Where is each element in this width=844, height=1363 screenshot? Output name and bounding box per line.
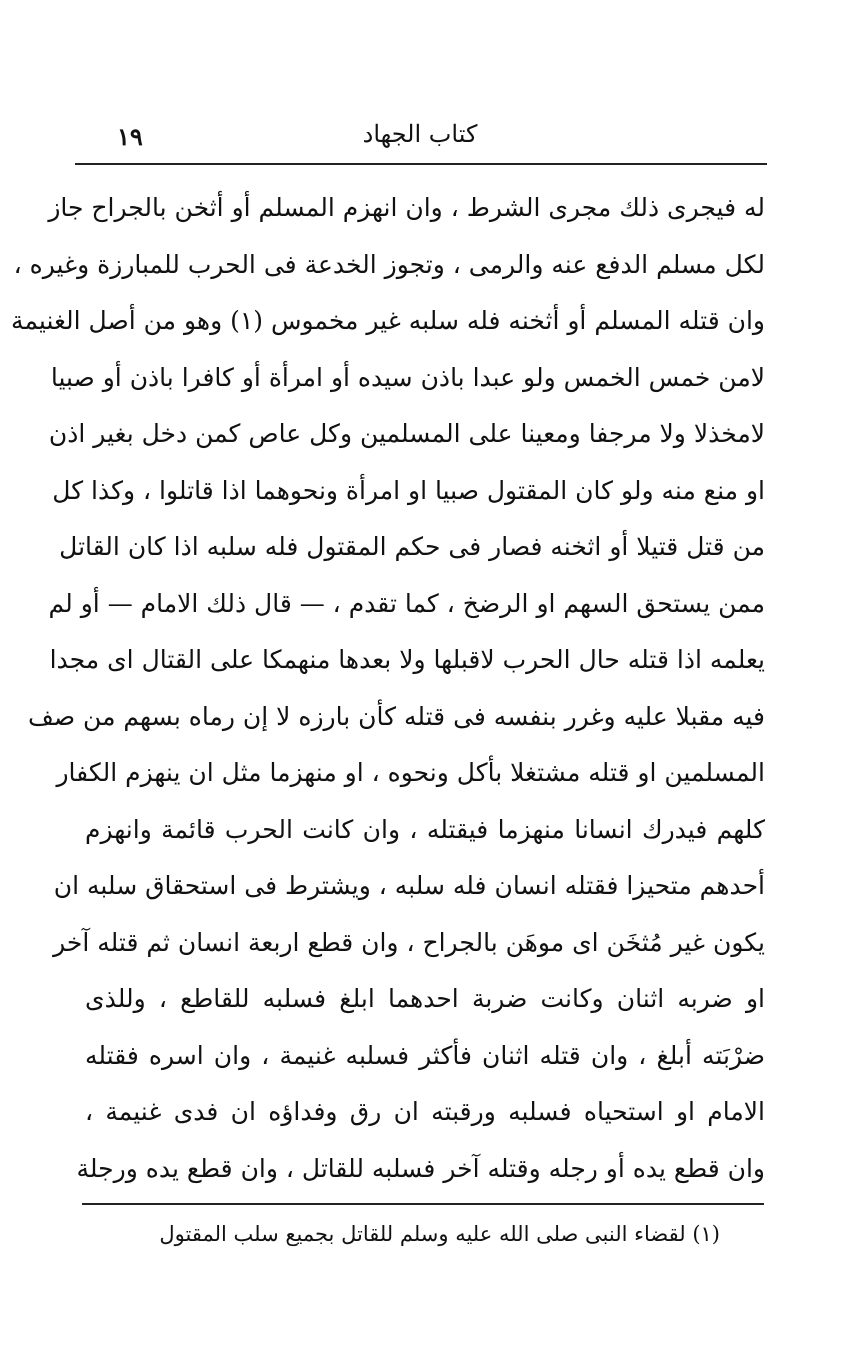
text-line: المسلمين او قتله مشتغلا بأكل ونحوه ، او منهزما مثل ان ينهزم الكفار: [56, 758, 765, 787]
text-line: كلهم فيدرك انسانا منهزما فيقتله ، وان كانت الحرب قائمة وانهزم: [85, 814, 765, 844]
page-number: ١٩: [117, 122, 143, 151]
book-title: كتاب الجهاد: [362, 120, 478, 148]
text-line: لامخذلا ولا مرجفا ومعينا على المسلمين وكل عاص كمن دخل بغير اذن: [48, 419, 765, 448]
page-header: [75, 118, 765, 160]
footnote-divider: [82, 1203, 764, 1205]
text-line: من قتل قتيلا أو اثخنه فصار فى حكم المقتول فله سلبه اذا كان القاتل: [59, 532, 765, 561]
text-line: فيه مقبلا عليه وغرر بنفسه فى قتله كأن بارزه لا إن رماه بسهم من صف: [27, 701, 765, 731]
text-line: الامام او استحياه فسلبه ورقبته ان رق وفداؤه ان فدى غنيمة ،: [85, 1097, 765, 1126]
text-line: لكل مسلم الدفع عنه والرمى ، وتجوز الخدعة فى الحرب للمبارزة وغيره ،: [13, 249, 765, 279]
text-line: ضرْبَته أبلغ ، وان قتله اثنان فأكثر فسلبه غنيمة ، وان اسره فقتله: [85, 1040, 765, 1070]
header-divider: [75, 163, 767, 165]
text-line: وان قطع يده أو رجله وقتله آخر فسلبه للقاتل ، وان قطع يده ورجلة: [76, 1153, 765, 1183]
text-line: وان قتله المسلم أو أثخنه فله سلبه غير مخموس (١) وهو من أصل الغنيمة: [11, 306, 765, 335]
footnote: (١) لقضاء النبى صلى الله عليه وسلم للقاتل بجميع سلب المقتول: [159, 1222, 720, 1246]
text-line: يكون غير مُثخَن اى موهَن بالجراح ، وان قطع اربعة انسان ثم قتله آخر: [53, 927, 765, 957]
text-line: له فيجرى ذلك مجرى الشرط ، وان انهزم المسلم أو أثخن بالجراح جاز: [48, 193, 765, 222]
text-line: لامن خمس الخمس ولو عبدا باذن سيده أو امرأة أو كافرا باذن أو صبيا: [50, 362, 765, 392]
text-line: او ضربه اثنان وكانت ضربة احدهما ابلغ فسلبه للقاطع ، وللذى: [85, 984, 765, 1013]
text-line: أحدهم متحيزا فقتله انسان فله سلبه ، ويشترط فى استحقاق سلبه ان: [53, 871, 765, 900]
text-line: يعلمه اذا قتله حال الحرب لاقبلها ولا بعدها منهمكا على القتال اى مجدا: [49, 645, 765, 674]
text-line: او منع منه ولو كان المقتول صبيا او امرأة ونحوهما اذا قاتلوا ، وكذا كل: [52, 475, 765, 505]
text-line: ممن يستحق السهم او الرضخ ، كما تقدم ، — قال ذلك الامام — أو لم: [48, 588, 765, 618]
body-text: [11, 180, 765, 1197]
